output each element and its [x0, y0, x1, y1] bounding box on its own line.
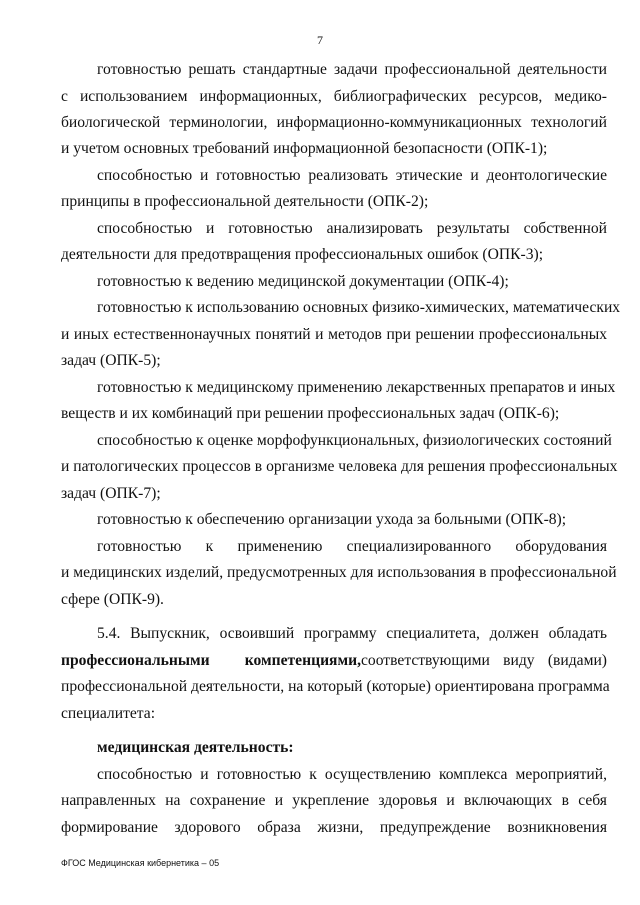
text-line: сфере (ОПК-9).	[61, 591, 164, 608]
section-heading: медицинская деятельность:	[97, 739, 294, 756]
text-line: специалитета:	[61, 705, 156, 722]
text-line: готовностью к ведению медицинской документации (ОПК-4);	[97, 273, 509, 290]
footer: ФГОС Медицинская кибернетика – 05	[61, 858, 220, 868]
text-line: готовностью решать стандартные задачи профессиональной деятельности	[97, 61, 607, 78]
text-line: задач (ОПК-7);	[61, 485, 161, 502]
text-line: с использованием информационных, библиографических ресурсов, медико-	[61, 88, 607, 105]
text-line: формирование здорового образа жизни, предупреждение возникновения	[61, 819, 607, 836]
text-line: задач (ОПК-5);	[61, 352, 161, 369]
text-line: готовностью к применению специализированного оборудования	[97, 538, 607, 555]
text-line: готовностью к медицинскому применению лекарственных препаратов и иных	[97, 379, 616, 396]
text-line: веществ и их комбинаций при решении профессиональных задач (ОПК-6);	[61, 405, 560, 422]
text-line: направленных на сохранение и укрепление здоровья и включающих в себя	[61, 792, 607, 809]
text-line: и медицинских изделий, предусмотренных для использования в профессиональной	[61, 564, 617, 581]
text-line: биологической терминологии, информационно-коммуникационных технологий	[61, 114, 607, 131]
text-fragment: соответствующими виду (видами)	[361, 652, 607, 669]
text-line: деятельности для предотвращения профессиональных ошибок (ОПК-3);	[61, 246, 544, 263]
bold-term: профессиональными компетенциями,	[61, 652, 361, 669]
text-line: готовностью к обеспечению организации ухода за больными (ОПК-8);	[97, 511, 567, 528]
text-line: способностью и готовностью к осуществлению комплекса мероприятий,	[97, 766, 607, 783]
text-line-mixed	[61, 652, 607, 670]
text-line: и патологических процессов в организме человека для решения профессиональных	[61, 458, 618, 475]
text-line: принципы в профессиональной деятельности (ОПК-2);	[61, 193, 429, 210]
text-line: 5.4. Выпускник, освоивший программу специалитета, должен обладать	[97, 625, 607, 642]
page-number: 7	[317, 33, 323, 47]
text-line: и иных естественнонаучных понятий и методов при решении профессиональных	[61, 326, 607, 343]
text-line: способностью и готовностью анализировать результаты собственной	[97, 220, 607, 237]
text-line: способностью к оценке морфофункциональных, физиологических состояний	[97, 432, 612, 449]
text-line: готовностью к использованию основных физико-химических, математических	[97, 299, 621, 316]
text-line: профессиональной деятельности, на который (которые) ориентирована программа	[61, 678, 610, 695]
text-line: способностью и готовностью реализовать этические и деонтологические	[97, 167, 607, 184]
text-line: и учетом основных требований информационной безопасности (ОПК-1);	[61, 140, 548, 157]
